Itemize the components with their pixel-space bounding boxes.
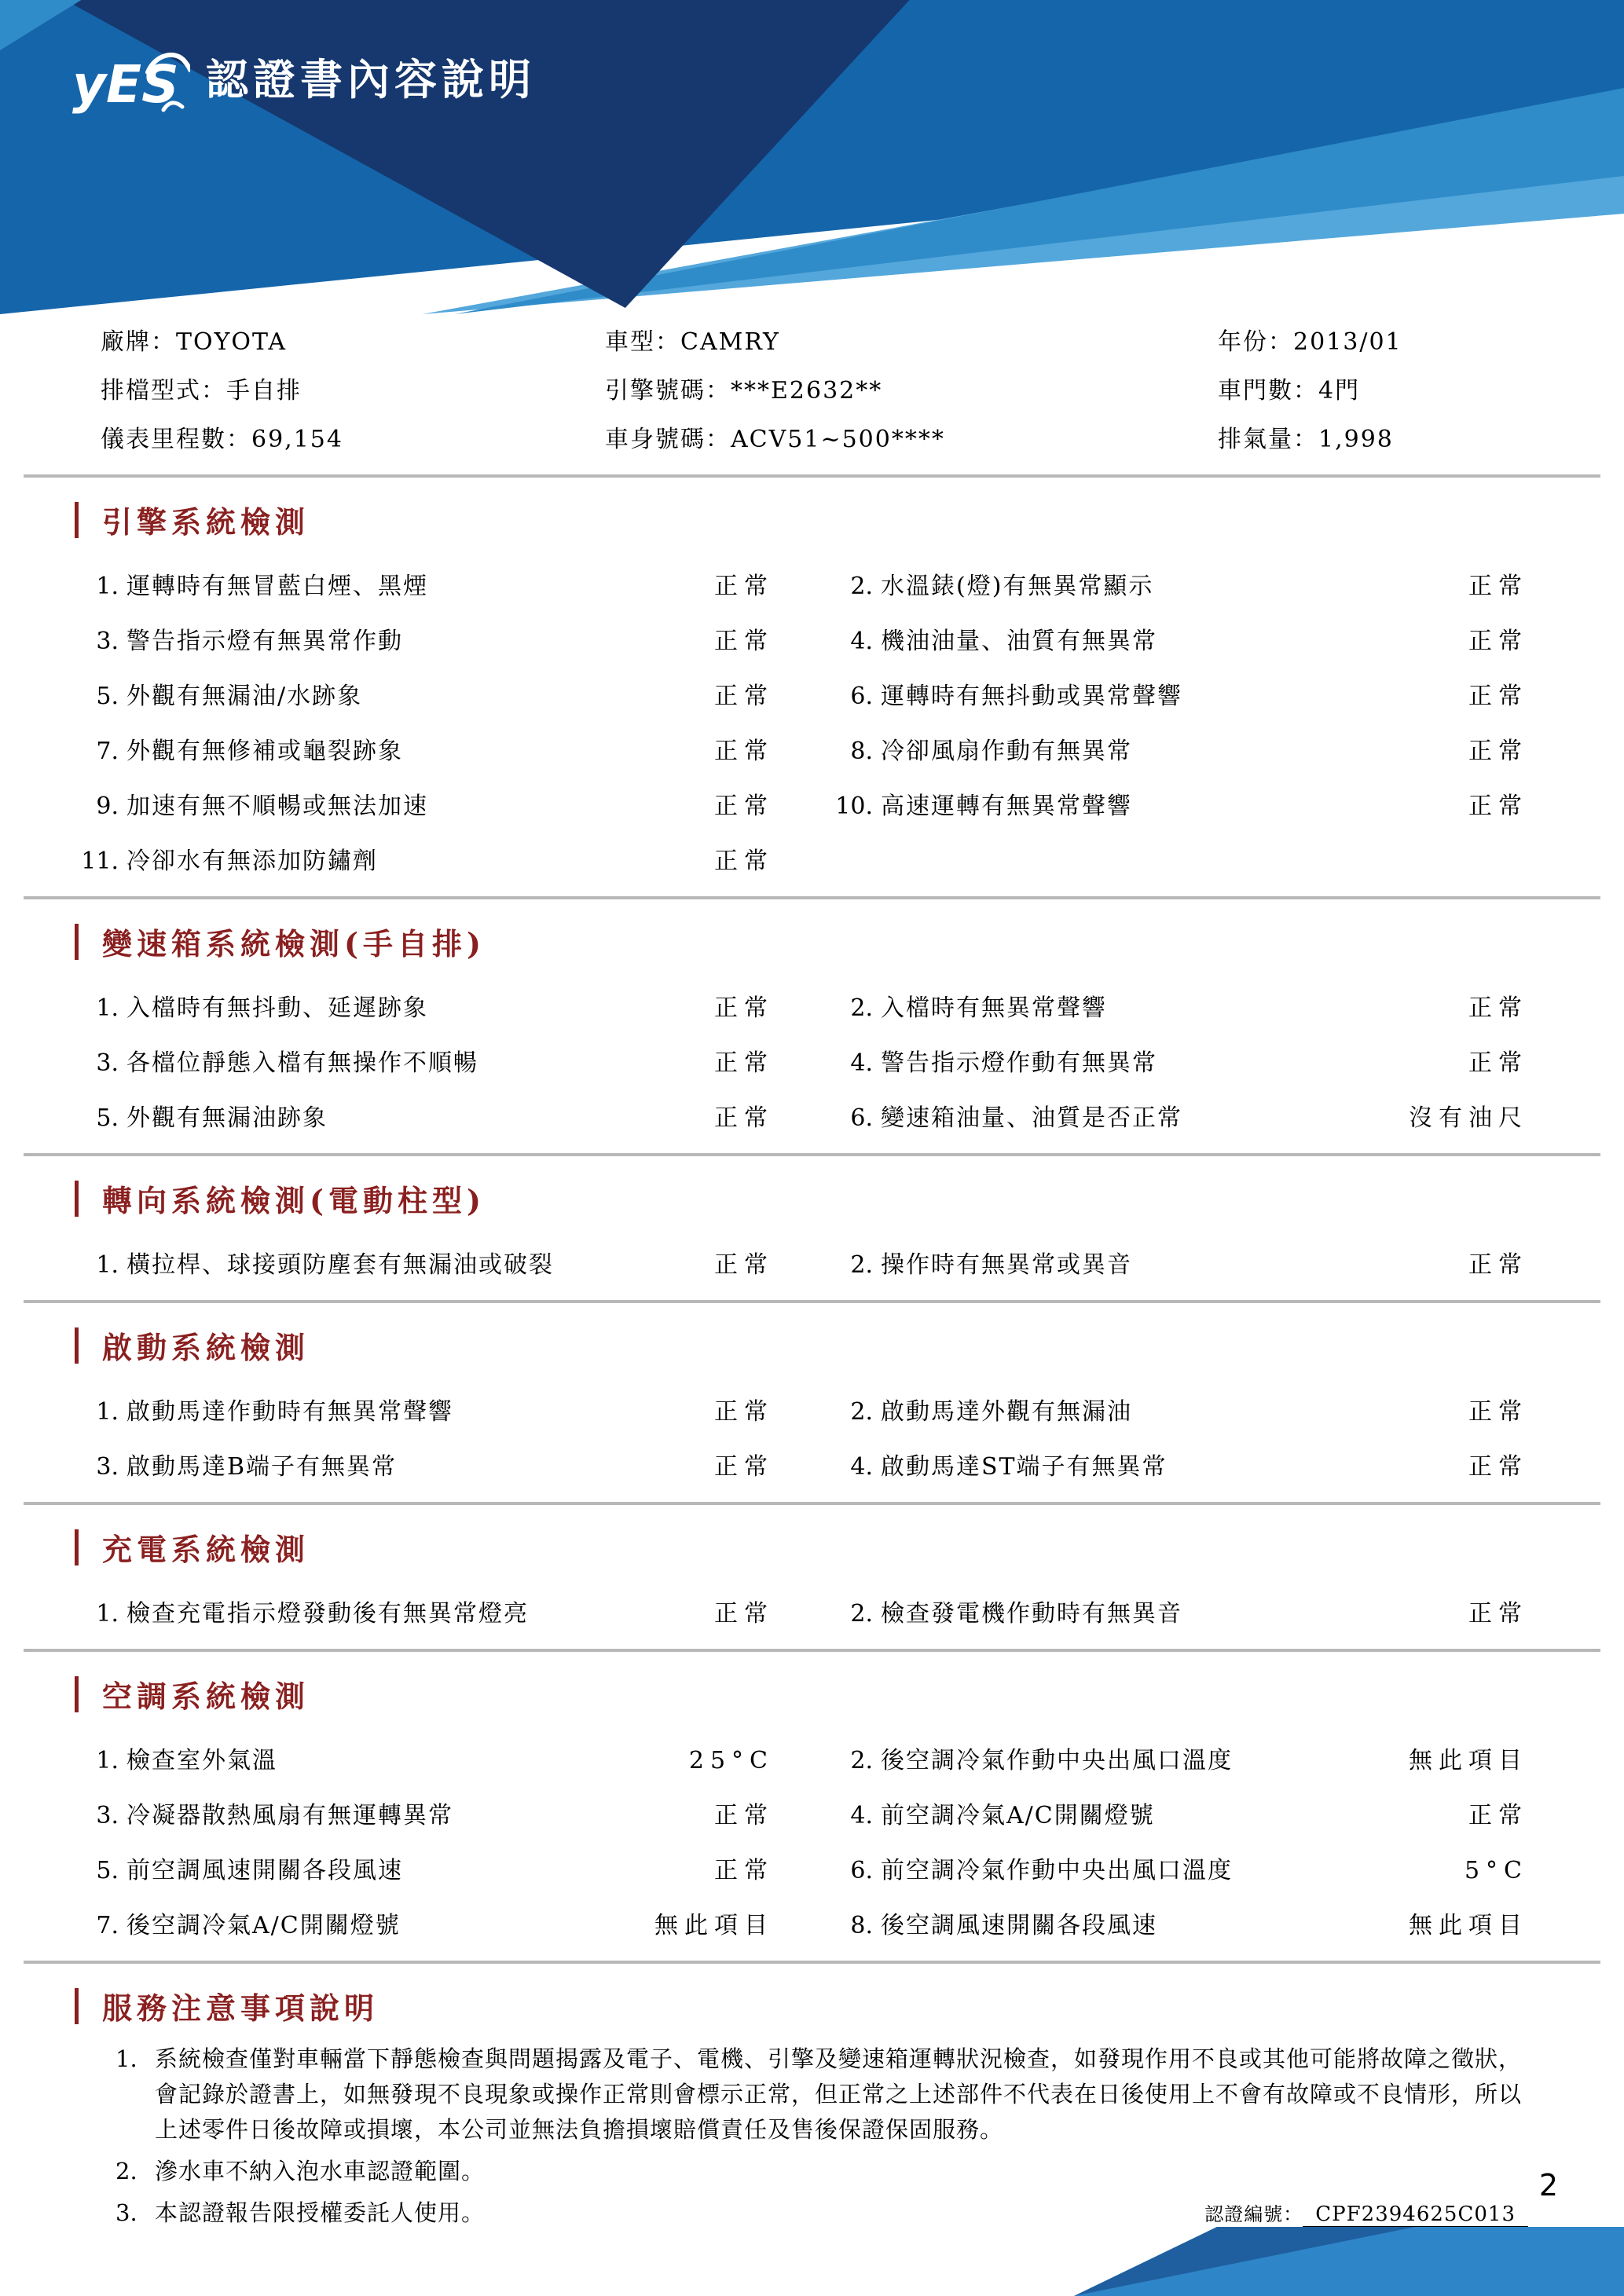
inspection-item: [829, 1796, 1528, 1830]
header-banner: [0, 0, 1624, 314]
item-result: 正常: [1468, 1453, 1528, 1481]
item-number: 10.: [835, 793, 873, 820]
info-value: TOYOTA: [176, 328, 288, 356]
note-number: 1.: [115, 2045, 137, 2072]
item-number: 7.: [96, 738, 119, 765]
service-note: [115, 2154, 1528, 2189]
info-label: 車型：: [605, 328, 680, 356]
item-result: 正常: [714, 1398, 774, 1426]
inspection-item: [829, 1447, 1528, 1481]
item-text: 前空調風速開關各段風速: [126, 1857, 403, 1884]
section-transmission: [0, 920, 1624, 1133]
content: [0, 314, 1624, 2231]
note-text: 滲水車不納入泡水車認證範圍。: [155, 2157, 486, 2184]
item-text: 各檔位靜態入檔有無操作不順暢: [126, 1049, 478, 1077]
certificate-number-label: 認證編號：: [1204, 2203, 1303, 2226]
certificate-number: [1204, 2199, 1528, 2230]
info-label: 排檔型式：: [101, 377, 226, 405]
item-result: 正常: [714, 1251, 774, 1279]
note-number: 2.: [115, 2157, 137, 2184]
item-text: 啟動馬達外觀有無漏油: [881, 1398, 1132, 1426]
inspection-item: [75, 841, 774, 876]
section-title: 轉向系統檢測(電動柱型): [102, 1183, 486, 1218]
item-number: 2.: [850, 1398, 873, 1426]
info-mileage: [101, 419, 605, 454]
inspection-item: [75, 1043, 774, 1078]
item-text: 運轉時有無冒藍白煙、黑煙: [126, 573, 428, 600]
item-result: 正常: [1468, 1600, 1528, 1628]
item-text: 後空調冷氣A/C開關燈號: [126, 1912, 401, 1939]
item-number: 6.: [850, 1104, 873, 1132]
item-number: 4.: [850, 628, 873, 655]
item-number: 1.: [96, 573, 119, 600]
section-title: 變速箱系統檢測(手自排): [102, 926, 486, 961]
section-bar: [75, 502, 79, 538]
item-number: 4.: [850, 1049, 873, 1077]
inspection-item: [829, 1594, 1528, 1628]
divider: [24, 474, 1600, 478]
info-value: CAMRY: [680, 328, 780, 356]
info-value: 手自排: [226, 377, 302, 405]
item-text: 水溫錶(燈)有無異常顯示: [881, 573, 1154, 600]
inspection-item: [75, 1796, 774, 1830]
item-number: 3.: [96, 1049, 119, 1077]
service-note: [115, 2041, 1528, 2148]
info-label: 儀表里程數：: [101, 426, 251, 453]
info-engine-no: [605, 371, 1218, 405]
item-text: 操作時有無異常或異音: [881, 1251, 1132, 1279]
inspection-item: [829, 1741, 1528, 1775]
divider: [24, 1153, 1600, 1156]
inspection-item: [75, 676, 774, 711]
section-aircon: [0, 1672, 1624, 1940]
info-value: ACV51~500****: [731, 426, 945, 453]
info-value: 1,998: [1318, 426, 1394, 453]
info-model: [605, 322, 1218, 357]
brand: [72, 44, 536, 116]
item-number: 8.: [850, 738, 873, 765]
inspection-item: [75, 621, 774, 656]
info-value: 69,154: [251, 426, 343, 453]
item-text: 加速有無不順暢或無法加速: [126, 793, 428, 820]
item-text: 前空調冷氣作動中央出風口溫度: [881, 1857, 1233, 1884]
inspection-items: [75, 1741, 1528, 1940]
item-text: 冷卻風扇作動有無異常: [881, 738, 1132, 765]
service-note: [115, 2195, 1528, 2231]
section-starter: [0, 1324, 1624, 1481]
item-number: 7.: [96, 1912, 119, 1939]
inspection-item: [829, 1851, 1528, 1885]
item-number: 1.: [96, 994, 119, 1022]
section-heading: [75, 920, 1528, 963]
section-title: 服務注意事項說明: [102, 1990, 379, 2026]
item-result: 正常: [714, 1453, 774, 1481]
page-number: 2: [1538, 2168, 1558, 2203]
item-text: 檢查發電機作動時有無異音: [881, 1600, 1182, 1628]
inspection-item: [75, 1594, 774, 1628]
item-text: 入檔時有無抖動、延遲跡象: [126, 994, 428, 1022]
item-text: 外觀有無漏油跡象: [126, 1104, 328, 1132]
info-doors: [1218, 371, 1593, 405]
item-result: 25°C: [688, 1747, 774, 1774]
info-label: 廠牌：: [101, 328, 176, 356]
info-value: 2013/01: [1293, 328, 1402, 356]
item-result: 正常: [714, 1049, 774, 1077]
item-text: 高速運轉有無異常聲響: [881, 793, 1132, 820]
inspection-items: [75, 1392, 1528, 1481]
inspection-item: [829, 1098, 1528, 1133]
item-result: 正常: [1468, 1049, 1528, 1077]
item-text: 橫拉桿、球接頭防塵套有無漏油或破裂: [126, 1251, 554, 1279]
yes-logo: [72, 44, 190, 116]
section-bar: [75, 1676, 79, 1712]
vehicle-info-grid: [0, 314, 1624, 454]
item-result: 正常: [714, 994, 774, 1022]
item-text: 後空調冷氣作動中央出風口溫度: [881, 1747, 1233, 1774]
inspection-item: [829, 731, 1528, 766]
inspection-item: [75, 1851, 774, 1885]
section-steering: [0, 1177, 1624, 1280]
info-vin: [605, 419, 1218, 454]
item-number: 6.: [850, 683, 873, 710]
item-text: 入檔時有無異常聲響: [881, 994, 1107, 1022]
item-text: 啟動馬達ST端子有無異常: [881, 1453, 1168, 1481]
item-text: 啟動馬達B端子有無異常: [126, 1453, 398, 1481]
item-number: 2.: [850, 1747, 873, 1774]
item-number: 2.: [850, 573, 873, 600]
info-displacement: [1218, 419, 1593, 454]
divider: [24, 1961, 1600, 1964]
item-result: 正常: [714, 793, 774, 820]
inspection-item: [75, 1741, 774, 1775]
item-number: 6.: [850, 1857, 873, 1884]
item-number: 4.: [850, 1802, 873, 1829]
inspection-item: [829, 1043, 1528, 1078]
item-number: 11.: [81, 848, 119, 875]
item-number: 1.: [96, 1600, 119, 1628]
item-number: 5.: [96, 1104, 119, 1132]
inspection-item: [829, 621, 1528, 656]
divider: [24, 1300, 1600, 1303]
item-text: 變速箱油量、油質是否正常: [881, 1104, 1182, 1132]
item-number: 5.: [96, 1857, 119, 1884]
item-number: 4.: [850, 1453, 873, 1481]
section-heading: [75, 1984, 1528, 2027]
inspection-items: [75, 988, 1528, 1133]
section-service-notes: [0, 1984, 1624, 2231]
item-text: 檢查室外氣溫: [126, 1747, 277, 1774]
item-number: 3.: [96, 628, 119, 655]
section-title: 啟動系統檢測: [102, 1330, 310, 1365]
item-text: 冷凝器散熱風扇有無運轉異常: [126, 1802, 453, 1829]
info-brand: [101, 322, 605, 357]
section-bar: [75, 1181, 79, 1217]
item-result: 正常: [1468, 1251, 1528, 1279]
item-result: 正常: [714, 573, 774, 600]
item-result: 正常: [714, 628, 774, 655]
item-number: 3.: [96, 1802, 119, 1829]
item-text: 外觀有無修補或龜裂跡象: [126, 738, 403, 765]
inspection-item: [75, 1906, 774, 1940]
divider: [24, 1649, 1600, 1652]
note-text: 系統檢查僅對車輛當下靜態檢查與問題揭露及電子、電機、引擎及變速箱運轉狀況檢查，如發現作用不良或其他可能將故障之徵狀，會記錄於證書上，如無發現不良現象或操作正常則會標示正常，但正常之上述部件不代表在日後使用上不會有故障或不良情形，所以上述零件日後故障或損壞，本公司並無法負擔損壞賠償責任及售後保證保固服務。: [155, 2045, 1523, 2143]
item-result: 正常: [1468, 994, 1528, 1022]
item-result: 正常: [1468, 628, 1528, 655]
item-text: 後空調風速開關各段風速: [881, 1912, 1157, 1939]
section-bar: [75, 1988, 79, 2024]
inspection-item: [75, 1098, 774, 1133]
item-number: 5.: [96, 683, 119, 710]
info-value: ***E2632**: [731, 377, 883, 405]
item-text: 啟動馬達作動時有無異常聲響: [126, 1398, 453, 1426]
inspection-item: [75, 1447, 774, 1481]
item-result: 沒有油尺: [1409, 1104, 1528, 1132]
note-number: 3.: [115, 2199, 137, 2226]
item-number: 2.: [850, 1600, 873, 1628]
section-bar: [75, 1529, 79, 1565]
section-bar: [75, 924, 79, 960]
item-text: 警告指示燈有無異常作動: [126, 628, 403, 655]
inspection-item: [75, 731, 774, 766]
item-number: 1.: [96, 1398, 119, 1426]
inspection-items: [75, 1245, 1528, 1280]
item-result: 無此項目: [1409, 1747, 1528, 1774]
divider: [24, 1502, 1600, 1505]
item-result: 正常: [1468, 1398, 1528, 1426]
item-number: 1.: [96, 1251, 119, 1279]
inspection-item: [829, 1906, 1528, 1940]
info-label: 引擎號碼：: [605, 377, 731, 405]
item-result: 正常: [714, 683, 774, 710]
service-notes: [75, 2041, 1528, 2231]
info-value: 4門: [1318, 377, 1361, 405]
item-number: 9.: [96, 793, 119, 820]
section-heading: [75, 1525, 1528, 1569]
section-engine: [0, 498, 1624, 876]
inspection-item: [75, 1245, 774, 1280]
section-heading: [75, 498, 1528, 541]
inspection-item: [829, 786, 1528, 821]
divider: [24, 896, 1600, 899]
footer-ribbon: [1074, 2227, 1624, 2296]
item-number: 2.: [850, 994, 873, 1022]
item-result: 正常: [1468, 1802, 1528, 1829]
inspection-item: [75, 1392, 774, 1426]
certificate-number-value: CPF2394625C013: [1303, 2203, 1528, 2228]
item-number: 3.: [96, 1453, 119, 1481]
inspection-item: [75, 988, 774, 1023]
note-text: 本認證報告限授權委託人使用。: [155, 2199, 486, 2226]
item-result: 5°C: [1464, 1857, 1528, 1884]
info-gearbox: [101, 371, 605, 405]
info-label: 車身號碼：: [605, 426, 731, 453]
item-result: 正常: [714, 1104, 774, 1132]
item-result: 正常: [714, 1857, 774, 1884]
section-heading: [75, 1672, 1528, 1716]
info-label: 年份：: [1218, 328, 1293, 356]
yes-logo-text: yES: [72, 54, 179, 115]
inspection-item: [829, 1245, 1528, 1280]
section-title: 引擎系統檢測: [102, 504, 310, 540]
item-text: 運轉時有無抖動或異常聲響: [881, 683, 1182, 710]
item-text: 冷卻水有無添加防鏽劑: [126, 848, 378, 875]
inspection-item: [75, 566, 774, 601]
inspection-items: [75, 1594, 1528, 1628]
item-number: 2.: [850, 1251, 873, 1279]
section-title: 空調系統檢測: [102, 1679, 310, 1714]
item-number: 1.: [96, 1747, 119, 1774]
inspection-item: [829, 1392, 1528, 1426]
item-result: 正常: [1468, 793, 1528, 820]
item-result: 正常: [1468, 738, 1528, 765]
page-title: 認證書內容說明: [206, 55, 536, 105]
item-text: 檢查充電指示燈發動後有無異常燈亮: [126, 1600, 529, 1628]
item-result: 正常: [1468, 573, 1528, 600]
inspection-item: [829, 988, 1528, 1023]
item-result: 正常: [714, 1600, 774, 1628]
item-text: 警告指示燈作動有無異常: [881, 1049, 1157, 1077]
section-heading: [75, 1324, 1528, 1367]
section-heading: [75, 1177, 1528, 1220]
item-result: 正常: [714, 848, 774, 875]
item-text: 外觀有無漏油/水跡象: [126, 683, 363, 710]
item-text: 機油油量、油質有無異常: [881, 628, 1157, 655]
info-label: 排氣量：: [1218, 426, 1318, 453]
section-bar: [75, 1327, 79, 1364]
item-number: 8.: [850, 1912, 873, 1939]
item-text: 前空調冷氣A/C開關燈號: [881, 1802, 1155, 1829]
item-result: 無此項目: [654, 1912, 774, 1939]
inspection-item: [829, 566, 1528, 601]
inspection-item: [75, 786, 774, 821]
section-charging: [0, 1525, 1624, 1628]
info-year: [1218, 322, 1593, 357]
section-title: 充電系統檢測: [102, 1532, 310, 1567]
item-result: 無此項目: [1409, 1912, 1528, 1939]
item-result: 正常: [1468, 683, 1528, 710]
inspection-items: [75, 566, 1528, 876]
info-label: 車門數：: [1218, 377, 1318, 405]
inspection-item: [829, 676, 1528, 711]
item-result: 正常: [714, 738, 774, 765]
item-result: 正常: [714, 1802, 774, 1829]
